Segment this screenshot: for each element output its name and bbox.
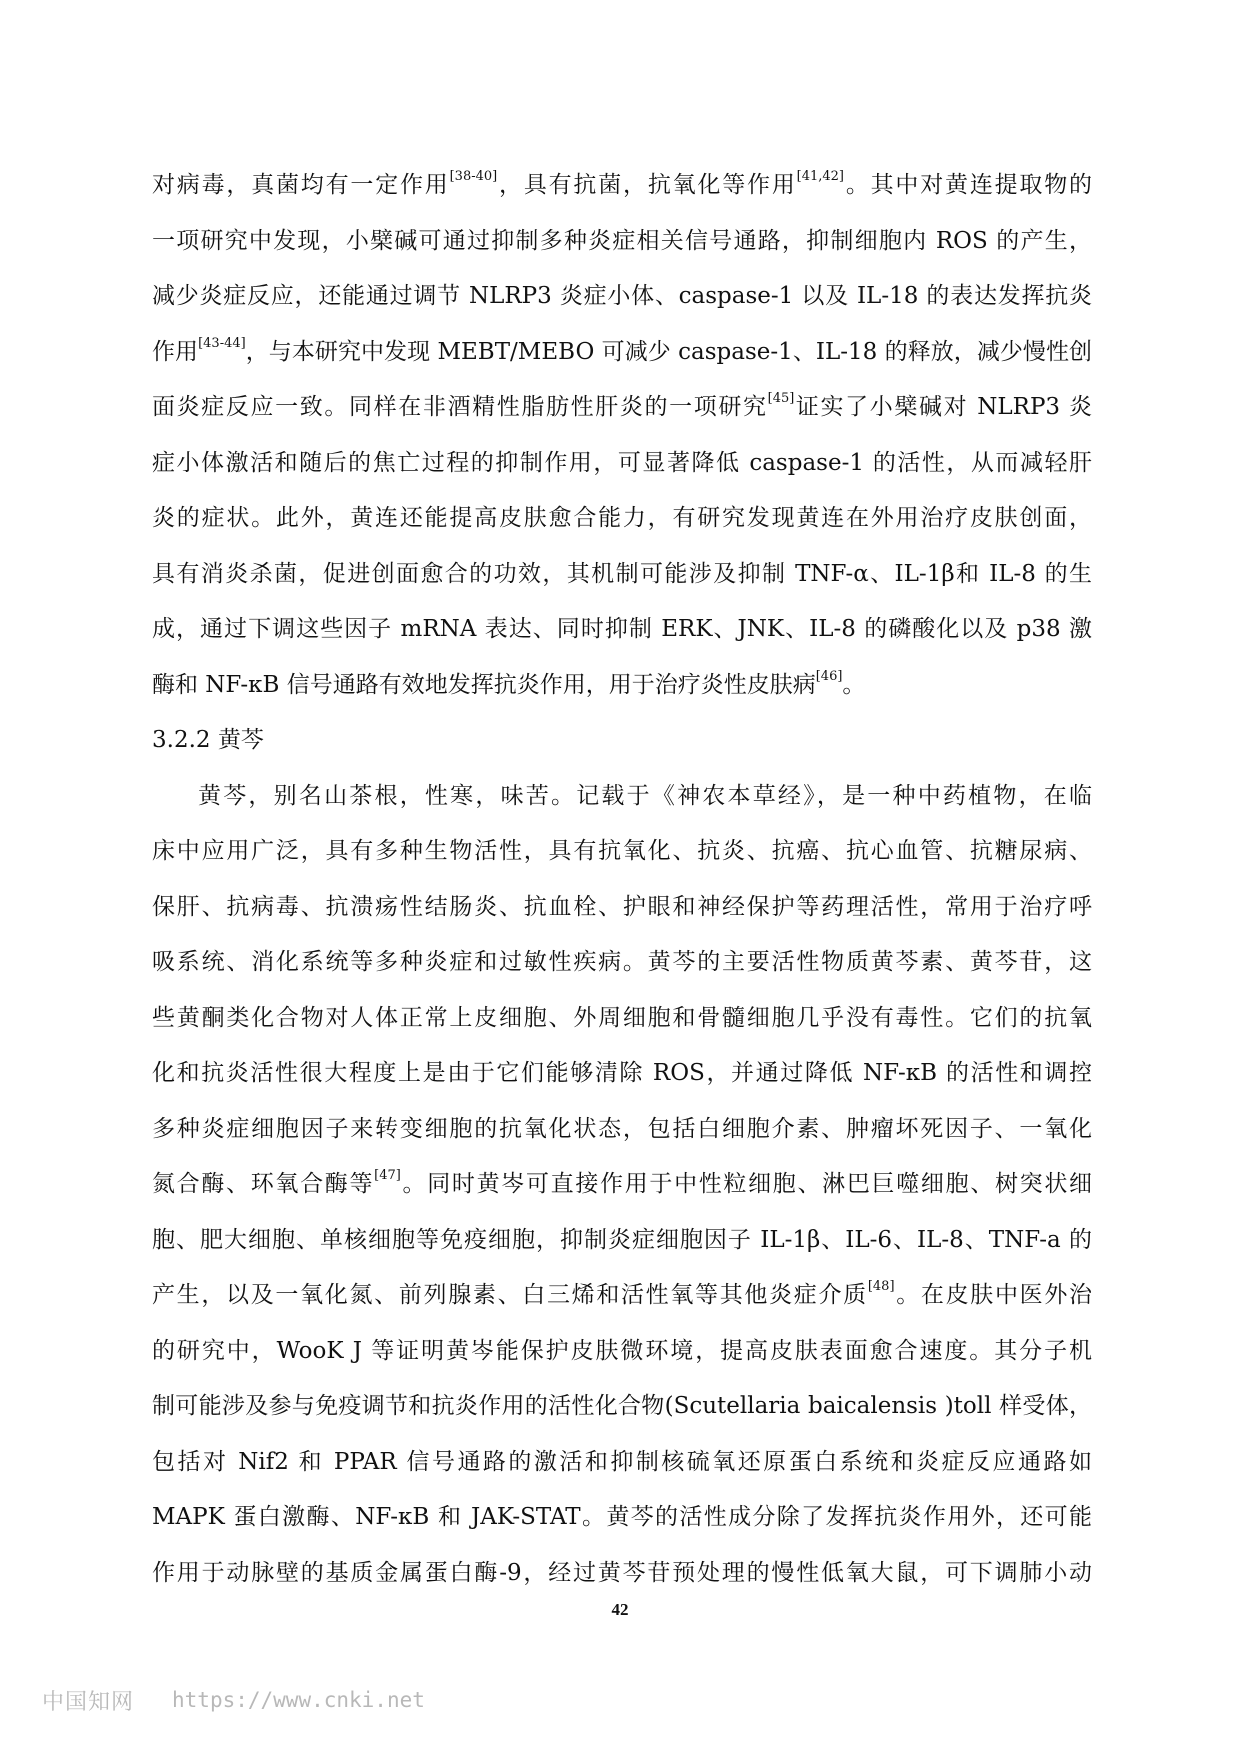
text-line [152, 935, 1092, 991]
section-heading [152, 713, 1092, 769]
text-line [152, 1324, 1092, 1380]
text-line [152, 1546, 1092, 1602]
citation-ref: [45] [767, 391, 795, 407]
citation-ref: [38-40] [449, 169, 498, 185]
text-line [152, 269, 1092, 325]
text-line [152, 491, 1092, 547]
citation-ref: [46] [815, 668, 843, 684]
text-run: 制可能涉及参与免疫调节和抗炎作用的活性化合物(Scutellaria baicalensis )toll 样受体， [152, 1393, 1092, 1419]
text-line [152, 1213, 1092, 1269]
text-run: ，与本研究中发现 MEBT/MEBO 可减少 caspase-1、IL-18 的释放，减少慢性创 [245, 338, 1092, 365]
text-run: 保肝、抗病毒、抗溃疡性结肠炎、抗血栓、护眼和神经保护等药理活性，常用于治疗呼 [152, 893, 1092, 920]
text-run: 。 [842, 671, 866, 698]
text-run: 床中应用广泛，具有多种生物活性，具有抗氧化、抗炎、抗癌、抗心血管、抗糖尿病、 [152, 838, 1092, 864]
text-line [152, 1490, 1092, 1546]
text-run: 包括对 Nif2 和 PPAR 信号通路的激活和抑制核硫氧还原蛋白系统和炎症反应通路如 [152, 1448, 1092, 1475]
text-run: 作用 [152, 338, 199, 365]
text-run: 对病毒，真菌均有一定作用 [152, 172, 450, 198]
text-line [152, 991, 1092, 1047]
text-line [152, 1435, 1092, 1491]
text-line [152, 602, 1092, 658]
text-run: ，具有抗菌，抗氧化等作用 [497, 172, 797, 198]
text-run: 些黄酮类化合物对人体正常上皮细胞、外周细胞和骨髓细胞几乎没有毒性。它们的抗氧 [152, 1004, 1092, 1031]
text-run: 化和抗炎活性很大程度上是由于它们能够清除 ROS，并通过降低 NF-κB 的活性和调控 [152, 1060, 1092, 1086]
text-line [152, 880, 1092, 936]
text-run: 的研究中，WooK J 等证明黄岑能保护皮肤微环境，提高皮肤表面愈合速度。其分子机 [152, 1337, 1092, 1364]
text-run: 酶和 NF-κB 信号通路有效地发挥抗炎作用，用于治疗炎性皮肤病 [152, 671, 816, 698]
text-run: 胞、肥大细胞、单核细胞等免疫细胞，抑制炎症细胞因子 IL-1β、IL-6、IL-8、TNF-a 的 [152, 1226, 1092, 1253]
text-run: 3.2.2 黄芩 [152, 727, 264, 753]
text-run: 作用于动脉壁的基质金属蛋白酶-9，经过黄芩苷预处理的慢性低氧大鼠，可下调肺小动 [152, 1559, 1092, 1586]
text-run: 证实了小檗碱对 NLRP3 炎 [794, 394, 1092, 420]
text-line [152, 325, 1092, 381]
text-run: 成，通过下调这些因子 mRNA 表达、同时抑制 ERK、JNK、IL-8 的磷酸化以及 p38 激 [152, 616, 1092, 642]
text-run: 多种炎症细胞因子来转变细胞的抗氧化状态，包括白细胞介素、肿瘤坏死因子、一氧化 [152, 1115, 1092, 1142]
text-run: 症小体激活和随后的焦亡过程的抑制作用，可显著降低 caspase-1 的活性，从而减轻肝 [152, 449, 1092, 476]
text-line [152, 1046, 1092, 1102]
text-run: 炎的症状。此外，黄连还能提高皮肤愈合能力，有研究发现黄连在外用治疗皮肤创面， [152, 505, 1092, 531]
text-line [152, 436, 1092, 492]
text-run: 氮合酶、环氧合酶等 [152, 1171, 375, 1197]
text-run: 减少炎症反应，还能通过调节 NLRP3 炎症小体、caspase-1 以及 IL-18 的表达发挥抗炎 [152, 283, 1092, 309]
text-line [152, 1157, 1092, 1213]
text-run: 产生，以及一氧化氮、前列腺素、白三烯和活性氧等其他炎症介质 [152, 1282, 868, 1308]
text-run: MAPK 蛋白激酶、NF-κB 和 JAK-STAT。黄芩的活性成分除了发挥抗炎作用外，还可能 [152, 1504, 1092, 1530]
text-line [152, 1102, 1092, 1158]
text-run: 面炎症反应一致。同样在非酒精性脂肪性肝炎的一项研究 [152, 394, 768, 420]
text-line [152, 1379, 1092, 1435]
text-line [152, 380, 1092, 436]
text-line [152, 547, 1092, 603]
text-line [152, 658, 1092, 714]
text-line [152, 1268, 1092, 1324]
citation-ref: [41,42] [796, 169, 845, 185]
page-number: 42 [611, 1600, 629, 1619]
citation-ref: [48] [867, 1279, 895, 1295]
citation-ref: [43-44] [198, 335, 246, 351]
watermark [42, 1685, 425, 1715]
text-run: 一项研究中发现，小檗碱可通过抑制多种炎症相关信号通路，抑制细胞内 ROS 的产生， [152, 227, 1092, 254]
text-run: 。其中对黄连提取物的 [844, 172, 1092, 198]
text-line [152, 769, 1092, 825]
document-body [152, 158, 1092, 1601]
text-line [152, 158, 1092, 214]
text-line [152, 214, 1092, 270]
watermark-logo: 中国知网 [42, 1689, 135, 1715]
citation-ref: [47] [374, 1168, 401, 1184]
text-run: 具有消炎杀菌，促进创面愈合的功效，其机制可能涉及抑制 TNF-α、IL-1β和 IL-8 的生 [152, 560, 1092, 587]
text-line [152, 824, 1092, 880]
text-run: 。在皮肤中医外治 [894, 1282, 1092, 1308]
text-run: 吸系统、消化系统等多种炎症和过敏性疾病。黄芩的主要活性物质黄芩素、黄芩苷，这 [152, 949, 1092, 975]
text-run: 黄芩，别名山茶根，性寒，味苦。记载于《神农本草经》，是一种中药植物，在临 [198, 782, 1092, 809]
watermark-url: https://www.cnki.net [172, 1688, 425, 1712]
text-run: 。同时黄岑可直接作用于中性粒细胞、淋巴巨噬细胞、树突状细 [400, 1171, 1092, 1197]
